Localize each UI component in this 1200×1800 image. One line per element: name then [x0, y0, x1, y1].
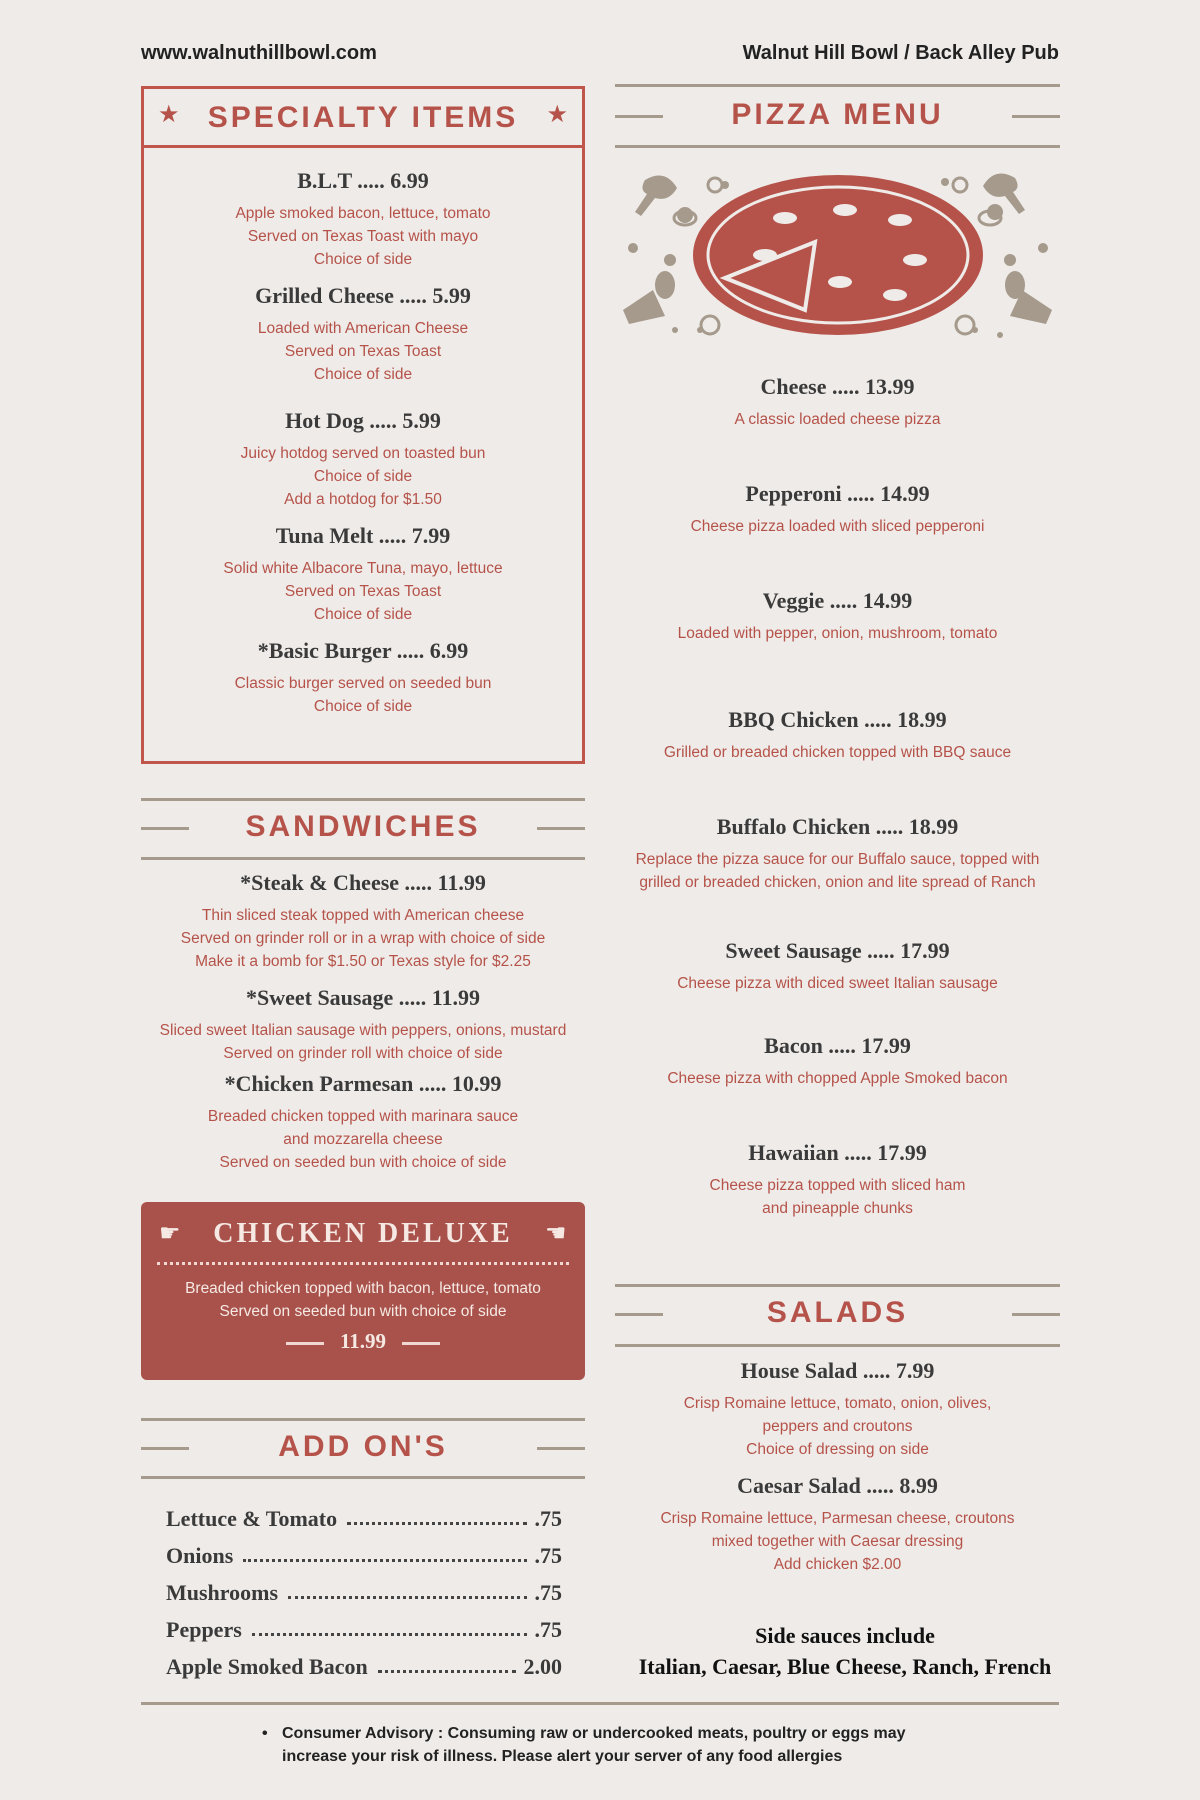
bullet: • — [262, 1725, 268, 1742]
divider — [141, 798, 585, 801]
side-sauces-heading: Side sauces include — [755, 1623, 935, 1648]
menu-item-title: Cheese ..... 13.99 — [760, 374, 915, 399]
menu-item-desc: Apple smoked bacon, lettuce, tomato — [235, 205, 491, 222]
menu-item-desc: Sliced sweet Italian sausage with peppers, onions, mustard — [159, 1022, 567, 1039]
menu-item — [615, 1358, 1060, 1461]
consumer-advisory — [262, 1722, 906, 1768]
pointing-hand-icon: ☛ — [159, 1220, 181, 1247]
menu-item-desc: grilled or breaded chicken, onion and lite spread of Ranch — [639, 874, 1036, 891]
menu-item-title: House Salad ..... 7.99 — [740, 1358, 935, 1383]
divider — [402, 1342, 440, 1345]
divider — [615, 1344, 1060, 1347]
menu-item-desc: Served on grinder roll or in a wrap with choice of side — [180, 930, 546, 947]
menu-item-desc: Served on Texas Toast — [284, 583, 442, 600]
dot-leader — [378, 1670, 516, 1673]
menu-item — [135, 1071, 591, 1174]
menu-item-desc: Classic burger served on seeded bun — [234, 675, 492, 692]
chicken-deluxe-box — [141, 1202, 585, 1380]
menu-item-title: Grilled Cheese ..... 5.99 — [255, 283, 471, 308]
menu-item-desc: and pineapple chunks — [762, 1200, 913, 1217]
divider — [1012, 115, 1060, 118]
menu-item — [615, 938, 1060, 995]
menu-item-desc: Grilled or breaded chicken topped with BBQ sauce — [663, 744, 1012, 761]
menu-item-desc: Served on Texas Toast with mayo — [247, 228, 479, 245]
menu-item-title: BBQ Chicken ..... 18.99 — [728, 707, 947, 732]
dot-leader — [252, 1633, 527, 1636]
side-sauces-list: Italian, Caesar, Blue Cheese, Ranch, French — [638, 1654, 1052, 1679]
footer-divider — [141, 1702, 1059, 1705]
menu-item-desc: Cheese pizza topped with sliced ham — [709, 1177, 966, 1194]
menu-item-desc: Replace the pizza sauce for our Buffalo sauce, topped with — [635, 851, 1040, 868]
menu-item — [144, 523, 582, 626]
menu-item — [135, 985, 591, 1065]
addon-price: .75 — [534, 1580, 562, 1605]
menu-item — [615, 814, 1060, 894]
menu-item-desc: Make it a bomb for $1.50 or Texas style for $2.25 — [195, 953, 531, 970]
menu-item-desc: Solid white Albacore Tuna, mayo, lettuce — [223, 560, 503, 577]
advisory-line: Consumer Advisory : Consuming raw or undercooked meats, poultry or eggs may — [282, 1725, 906, 1742]
menu-item-desc: Cheese pizza with diced sweet Italian sausage — [677, 975, 998, 992]
menu-item — [615, 707, 1060, 764]
sandwiches-list — [135, 870, 591, 1174]
menu-item — [615, 588, 1060, 645]
deluxe-desc-line: Breaded chicken topped with bacon, lettuce, tomato — [185, 1280, 541, 1297]
addons-title: ADD ON'S — [278, 1430, 448, 1463]
menu-item-desc: A classic loaded cheese pizza — [734, 411, 941, 428]
star-icon: ★ — [158, 101, 180, 128]
menu-item-title: Hot Dog ..... 5.99 — [285, 408, 441, 433]
addon-price: .75 — [534, 1506, 562, 1531]
addon-row — [166, 1495, 562, 1532]
menu-item-desc: peppers and croutons — [762, 1418, 913, 1435]
addon-price: .75 — [534, 1617, 562, 1642]
addon-name: Lettuce & Tomato — [166, 1506, 338, 1531]
menu-item-desc: Choice of side — [313, 468, 413, 485]
addon-name: Peppers — [166, 1617, 242, 1642]
chicken-leg-icon — [635, 176, 677, 217]
pizza-icon — [693, 175, 983, 335]
menu-item-desc: Choice of side — [313, 698, 413, 715]
dotted-divider — [157, 1262, 569, 1265]
salads-title: SALADS — [766, 1296, 909, 1329]
menu-item — [615, 1033, 1060, 1090]
pizza-illustration — [615, 160, 1060, 350]
menu-item-desc: Loaded with American Cheese — [257, 320, 469, 337]
venue-name: Walnut Hill Bowl / Back Alley Pub — [742, 42, 1059, 64]
divider — [615, 1284, 1060, 1287]
menu-item-title: Bacon ..... 17.99 — [764, 1033, 911, 1058]
star-icon: ★ — [546, 101, 568, 128]
specialty-items-box — [141, 86, 585, 764]
menu-item-title: Caesar Salad ..... 8.99 — [737, 1473, 938, 1498]
menu-item-desc: Cheese pizza with chopped Apple Smoked bacon — [667, 1070, 1008, 1087]
menu-item — [144, 283, 582, 386]
divider — [615, 84, 1060, 87]
pointing-hand-icon: ☛ — [545, 1220, 567, 1247]
pizza-list — [615, 374, 1060, 1220]
menu-item-title: Buffalo Chicken ..... 18.99 — [716, 814, 959, 839]
menu-item-title: Tuna Melt ..... 7.99 — [275, 523, 451, 548]
menu-item-desc: Loaded with pepper, onion, mushroom, tomato — [677, 625, 998, 642]
menu-item-desc: and mozzarella cheese — [283, 1131, 443, 1148]
advisory-line: increase your risk of illness. Please alert your server of any food allergies — [282, 1748, 843, 1765]
deluxe-title: CHICKEN DELUXE — [213, 1218, 513, 1249]
divider — [141, 857, 585, 860]
divider — [286, 1342, 324, 1345]
menu-item — [615, 1140, 1060, 1220]
menu-item-desc: Juicy hotdog served on toasted bun — [240, 445, 486, 462]
menu-item-title: *Chicken Parmesan ..... 10.99 — [224, 1071, 502, 1096]
divider — [537, 827, 585, 830]
menu-item-title: Veggie ..... 14.99 — [762, 588, 913, 613]
dot-leader — [347, 1522, 526, 1525]
menu-item — [144, 408, 582, 511]
menu-item-desc: Choice of side — [313, 366, 413, 383]
addon-row — [166, 1643, 562, 1680]
menu-item-desc: mixed together with Caesar dressing — [711, 1533, 964, 1550]
menu-item-desc: Add chicken $2.00 — [773, 1556, 902, 1573]
menu-item-desc: Crisp Romaine lettuce, tomato, onion, olives, — [683, 1395, 992, 1412]
menu-item-title: Hawaiian ..... 17.99 — [748, 1140, 927, 1165]
menu-item-title: B.L.T ..... 6.99 — [297, 168, 429, 193]
side-sauces — [615, 1620, 1075, 1682]
addon-price: 2.00 — [523, 1654, 562, 1679]
menu-item-desc: Choice of side — [313, 606, 413, 623]
pizza-menu-title: PIZZA MENU — [731, 98, 944, 131]
menu-item-desc: Served on Texas Toast — [284, 343, 442, 360]
addon-row — [166, 1569, 562, 1606]
menu-item-desc: Served on seeded bun with choice of side — [219, 1154, 507, 1171]
deluxe-desc-line: Served on seeded bun with choice of side — [219, 1303, 507, 1320]
addon-row — [166, 1532, 562, 1569]
menu-item-title: Pepperoni ..... 14.99 — [745, 481, 930, 506]
specialty-title: SPECIALTY ITEMS — [207, 101, 519, 134]
specialty-list — [144, 148, 582, 718]
divider — [141, 1418, 585, 1421]
menu-item-desc: Served on grinder roll with choice of side — [223, 1045, 503, 1062]
menu-item-desc: Choice of side — [313, 251, 413, 268]
menu-item-desc: Breaded chicken topped with marinara sauce — [207, 1108, 519, 1125]
addons-list — [166, 1495, 562, 1680]
menu-item — [144, 168, 582, 271]
addon-name: Apple Smoked Bacon — [166, 1654, 368, 1679]
menu-item-desc: Thin sliced steak topped with American cheese — [201, 907, 525, 924]
divider — [141, 1476, 585, 1479]
menu-item-title: Sweet Sausage ..... 17.99 — [725, 938, 950, 963]
addon-price: .75 — [534, 1543, 562, 1568]
menu-item-title: *Steak & Cheese ..... 11.99 — [240, 870, 486, 895]
divider — [1012, 1313, 1060, 1316]
menu-item — [135, 870, 591, 973]
menu-item-desc: Cheese pizza loaded with sliced pepperoni — [690, 518, 985, 535]
sandwiches-title: SANDWICHES — [245, 810, 481, 843]
divider — [615, 145, 1060, 148]
salads-list — [615, 1358, 1060, 1576]
addon-row — [166, 1606, 562, 1643]
addon-name: Mushrooms — [166, 1580, 279, 1605]
menu-item — [615, 481, 1060, 538]
deluxe-price: 11.99 — [339, 1329, 387, 1353]
menu-item-desc: Crisp Romaine lettuce, Parmesan cheese, croutons — [660, 1510, 1015, 1527]
menu-item-title: *Sweet Sausage ..... 11.99 — [245, 985, 481, 1010]
addon-name: Onions — [166, 1543, 234, 1568]
menu-item-title: *Basic Burger ..... 6.99 — [257, 638, 469, 663]
divider — [537, 1447, 585, 1450]
menu-item — [615, 374, 1060, 431]
dot-leader — [243, 1559, 526, 1562]
menu-item — [615, 1473, 1060, 1576]
menu-item — [144, 638, 582, 718]
website-url[interactable]: www.walnuthillbowl.com — [141, 42, 377, 64]
dot-leader — [288, 1596, 526, 1599]
specialty-header — [144, 89, 582, 148]
menu-item-desc: Choice of dressing on side — [746, 1441, 929, 1458]
menu-item-desc: Add a hotdog for $1.50 — [284, 491, 442, 508]
